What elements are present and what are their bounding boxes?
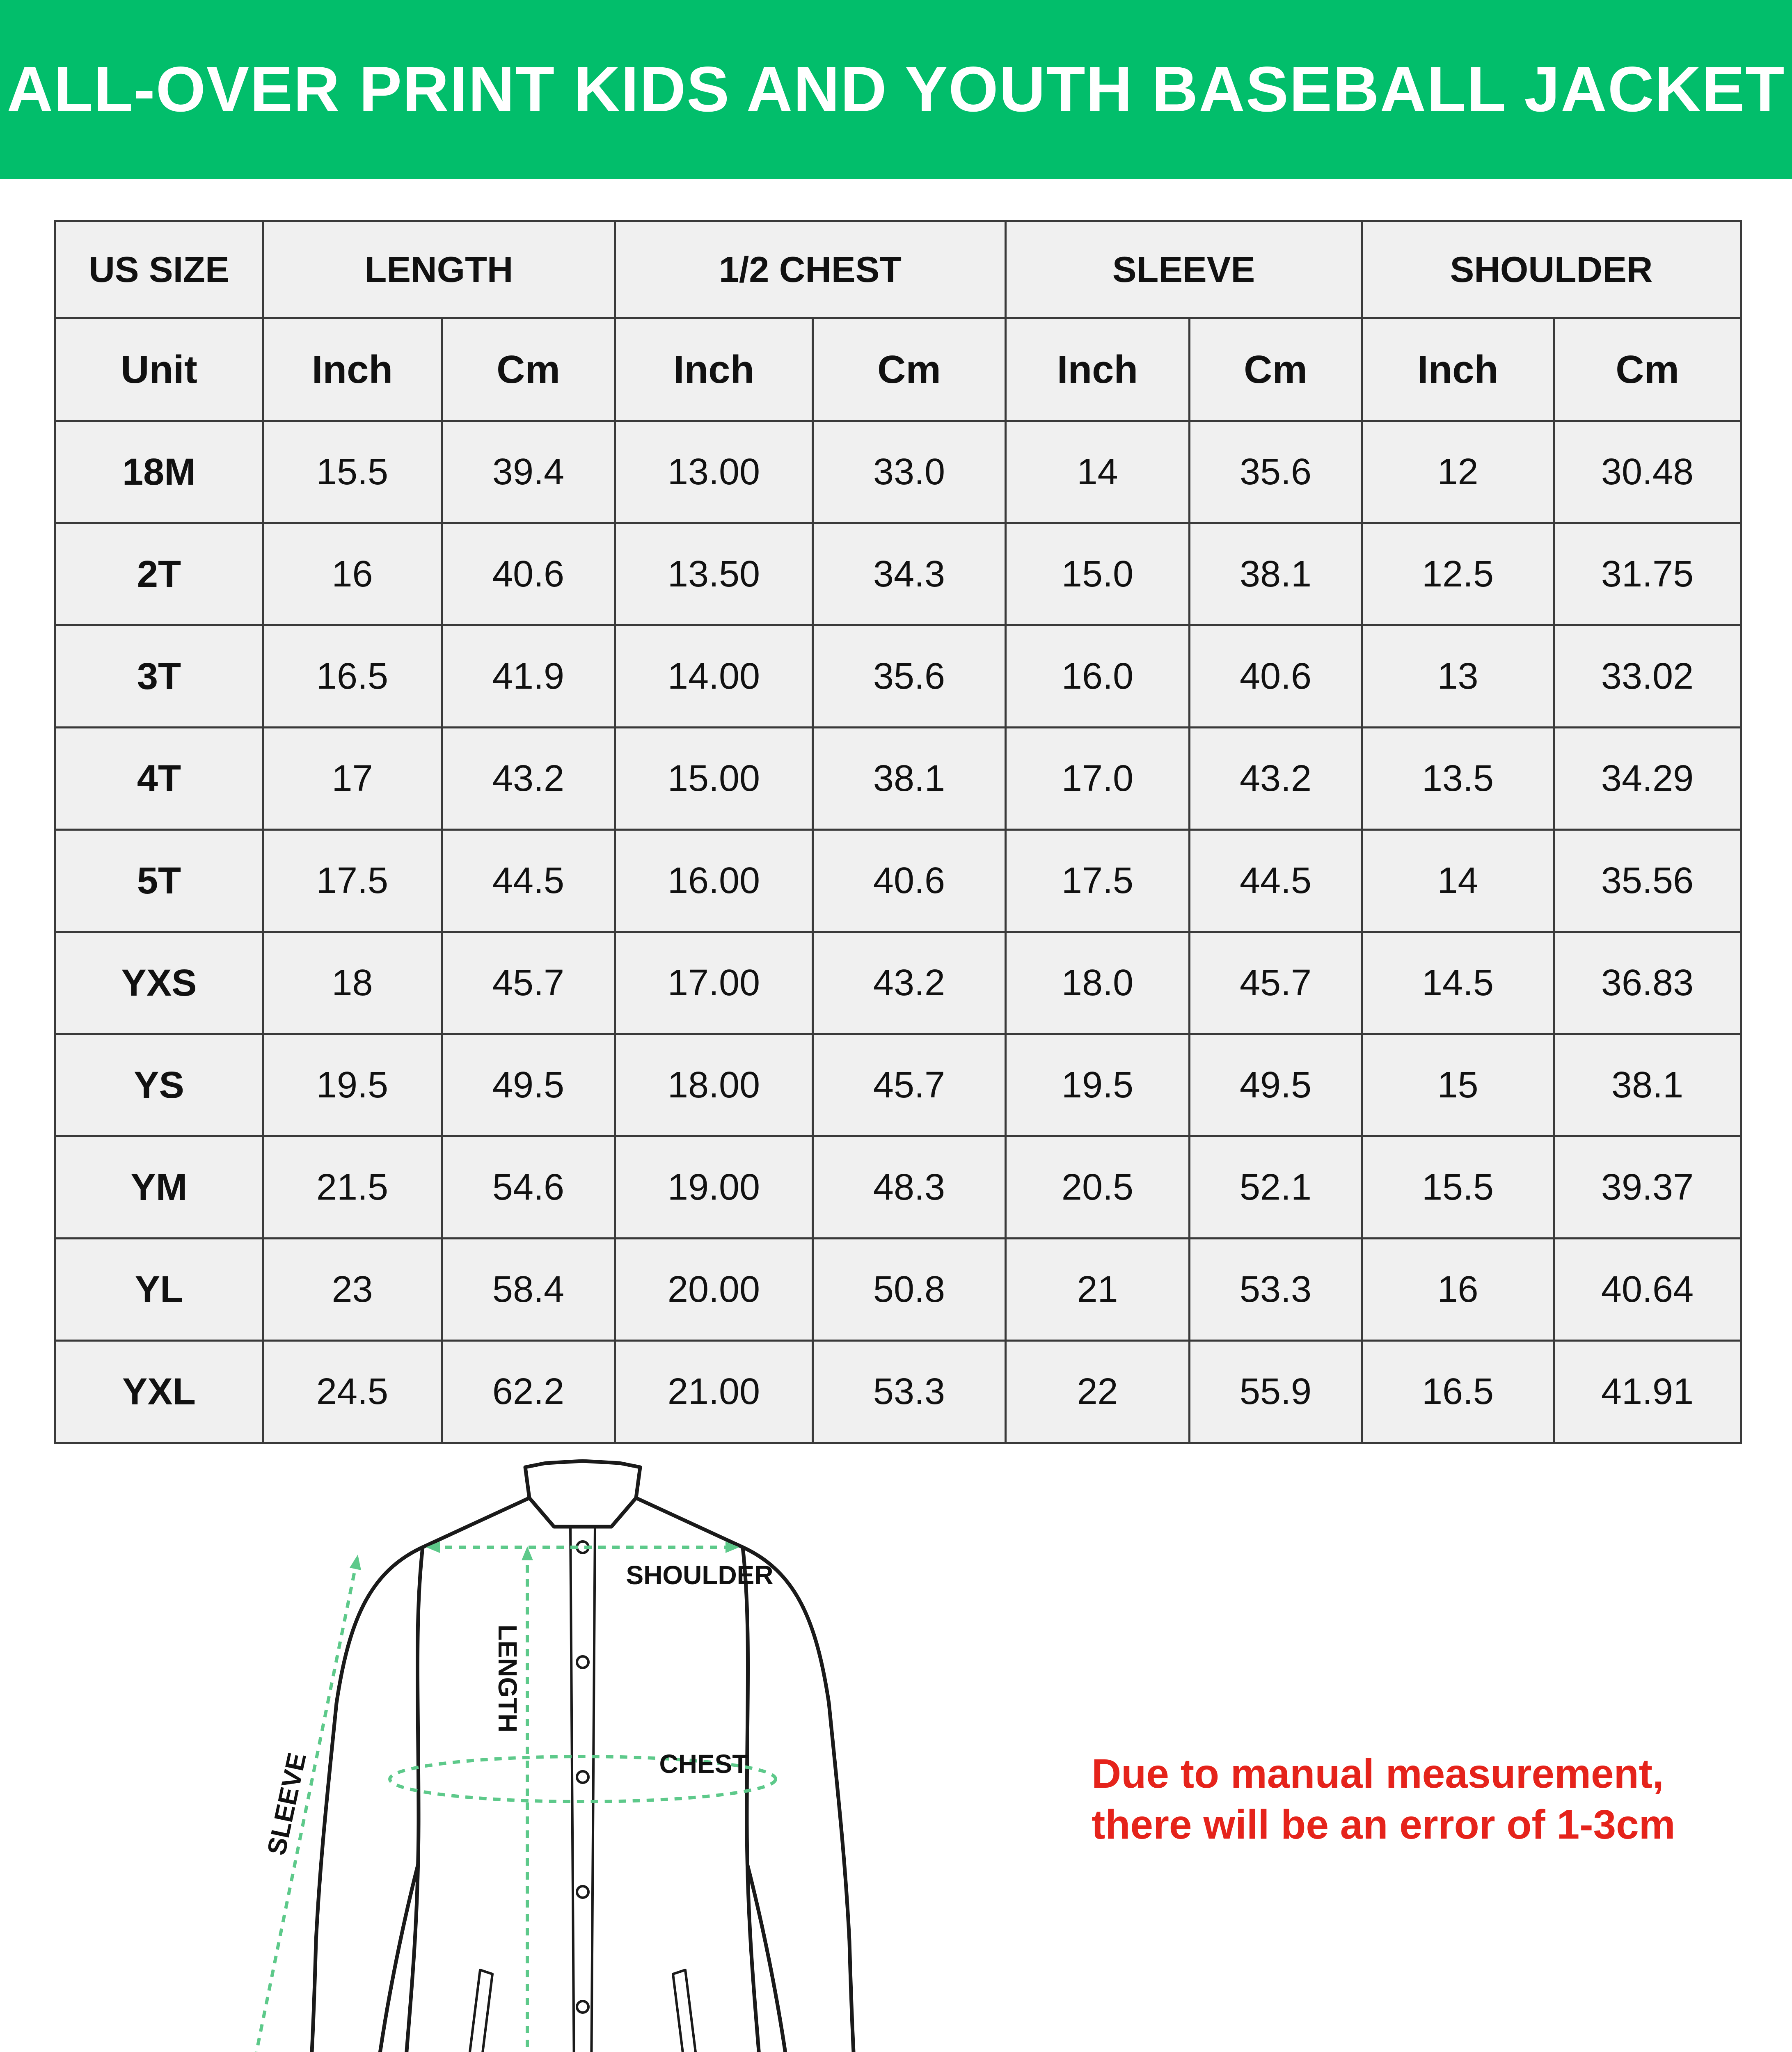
value-cell: 14.00 <box>615 625 813 728</box>
value-cell: 17.00 <box>615 932 813 1034</box>
value-cell: 15 <box>1362 1034 1554 1136</box>
value-cell: 55.9 <box>1190 1341 1362 1443</box>
value-cell: 16 <box>1362 1239 1554 1341</box>
size-cell: 2T <box>55 523 263 625</box>
value-cell: 34.3 <box>813 523 1006 625</box>
value-cell: 41.91 <box>1554 1341 1741 1443</box>
value-cell: 19.5 <box>263 1034 442 1136</box>
size-cell: 4T <box>55 728 263 830</box>
value-cell: 39.4 <box>442 421 615 523</box>
value-cell: 13.5 <box>1362 728 1554 830</box>
table-row <box>55 1034 1741 1136</box>
value-cell: 43.2 <box>442 728 615 830</box>
value-cell: 18.00 <box>615 1034 813 1136</box>
value-cell: 18 <box>263 932 442 1034</box>
value-cell: 31.75 <box>1554 523 1741 625</box>
value-cell: 16.0 <box>1006 625 1190 728</box>
value-cell: 21.00 <box>615 1341 813 1443</box>
value-cell: 13.50 <box>615 523 813 625</box>
value-cell: 13 <box>1362 625 1554 728</box>
value-cell: 54.6 <box>442 1136 615 1239</box>
unit-cell: Cm <box>1190 318 1362 421</box>
unit-cell: Cm <box>442 318 615 421</box>
value-cell: 14.5 <box>1362 932 1554 1034</box>
value-cell: 15.5 <box>263 421 442 523</box>
value-cell: 16 <box>263 523 442 625</box>
value-cell: 35.56 <box>1554 830 1741 932</box>
value-cell: 17.5 <box>263 830 442 932</box>
value-cell: 62.2 <box>442 1341 615 1443</box>
disclaimer-line: Due to manual measurement, <box>1092 1751 1664 1797</box>
unit-row <box>55 318 1741 421</box>
value-cell: 18.0 <box>1006 932 1190 1034</box>
chest-label: CHEST <box>659 1749 748 1779</box>
table-row <box>55 523 1741 625</box>
size-cell: 3T <box>55 625 263 728</box>
length-label: LENGTH <box>493 1624 522 1733</box>
snap-button <box>577 1656 588 1668</box>
table-row <box>55 728 1741 830</box>
value-cell: 20.00 <box>615 1239 813 1341</box>
value-cell: 15.0 <box>1006 523 1190 625</box>
value-cell: 52.1 <box>1190 1136 1362 1239</box>
size-cell: 18M <box>55 421 263 523</box>
value-cell: 12.5 <box>1362 523 1554 625</box>
unit-cell: Cm <box>1554 318 1741 421</box>
value-cell: 17.5 <box>1006 830 1190 932</box>
sleeve-label: SLEEVE <box>261 1750 312 1858</box>
table-row <box>55 625 1741 728</box>
header-shoulder: SHOULDER <box>1362 221 1741 318</box>
value-cell: 50.8 <box>813 1239 1006 1341</box>
header-sleeve: SLEEVE <box>1006 221 1362 318</box>
size-cell: 5T <box>55 830 263 932</box>
value-cell: 49.5 <box>1190 1034 1362 1136</box>
jacket-measurement-diagram <box>213 1449 964 2052</box>
disclaimer-line: there will be an error of 1-3cm <box>1092 1802 1675 1848</box>
value-cell: 44.5 <box>1190 830 1362 932</box>
value-cell: 24.5 <box>263 1341 442 1443</box>
snap-button <box>577 1886 588 1898</box>
value-cell: 30.48 <box>1554 421 1741 523</box>
size-cell: YL <box>55 1239 263 1341</box>
value-cell: 15.5 <box>1362 1136 1554 1239</box>
value-cell: 45.7 <box>1190 932 1362 1034</box>
value-cell: 13.00 <box>615 421 813 523</box>
value-cell: 43.2 <box>813 932 1006 1034</box>
value-cell: 17.0 <box>1006 728 1190 830</box>
value-cell: 33.02 <box>1554 625 1741 728</box>
value-cell: 33.0 <box>813 421 1006 523</box>
unit-label: Unit <box>55 318 263 421</box>
value-cell: 49.5 <box>442 1034 615 1136</box>
value-cell: 22 <box>1006 1341 1190 1443</box>
table-row <box>55 1136 1741 1239</box>
table-row <box>55 1239 1741 1341</box>
value-cell: 12 <box>1362 421 1554 523</box>
value-cell: 40.6 <box>813 830 1006 932</box>
table-row <box>55 830 1741 932</box>
value-cell: 15.00 <box>615 728 813 830</box>
value-cell: 16.00 <box>615 830 813 932</box>
unit-cell: Inch <box>1006 318 1190 421</box>
shoulder-label: SHOULDER <box>626 1560 774 1590</box>
unit-cell: Cm <box>813 318 1006 421</box>
value-cell: 38.1 <box>1190 523 1362 625</box>
value-cell: 19.5 <box>1006 1034 1190 1136</box>
size-cell: YXS <box>55 932 263 1034</box>
table-row <box>55 421 1741 523</box>
value-cell: 35.6 <box>813 625 1006 728</box>
value-cell: 16.5 <box>263 625 442 728</box>
value-cell: 20.5 <box>1006 1136 1190 1239</box>
value-cell: 16.5 <box>1362 1341 1554 1443</box>
value-cell: 17 <box>263 728 442 830</box>
page-title: ALL-OVER PRINT KIDS AND YOUTH BASEBALL JACKET <box>7 54 1785 125</box>
measurement-disclaimer <box>1092 1748 1748 1850</box>
value-cell: 38.1 <box>813 728 1006 830</box>
value-cell: 21.5 <box>263 1136 442 1239</box>
value-cell: 44.5 <box>442 830 615 932</box>
value-cell: 21 <box>1006 1239 1190 1341</box>
value-cell: 40.6 <box>1190 625 1362 728</box>
size-cell: YS <box>55 1034 263 1136</box>
unit-cell: Inch <box>615 318 813 421</box>
header-us-size: US SIZE <box>55 221 263 318</box>
value-cell: 40.64 <box>1554 1239 1741 1341</box>
value-cell: 39.37 <box>1554 1136 1741 1239</box>
value-cell: 14 <box>1006 421 1190 523</box>
value-cell: 35.6 <box>1190 421 1362 523</box>
value-cell: 53.3 <box>813 1341 1006 1443</box>
value-cell: 36.83 <box>1554 932 1741 1034</box>
value-cell: 41.9 <box>442 625 615 728</box>
value-cell: 58.4 <box>442 1239 615 1341</box>
unit-cell: Inch <box>263 318 442 421</box>
size-cell: YXL <box>55 1341 263 1443</box>
header-half-chest: 1/2 CHEST <box>615 221 1006 318</box>
value-cell: 40.6 <box>442 523 615 625</box>
value-cell: 19.00 <box>615 1136 813 1239</box>
value-cell: 43.2 <box>1190 728 1362 830</box>
size-cell: YM <box>55 1136 263 1239</box>
value-cell: 45.7 <box>813 1034 1006 1136</box>
snap-button <box>577 1771 588 1783</box>
header-row <box>55 221 1741 318</box>
table-row <box>55 932 1741 1034</box>
value-cell: 48.3 <box>813 1136 1006 1239</box>
header-length: LENGTH <box>263 221 615 318</box>
arrowhead <box>350 1555 361 1570</box>
snap-button <box>577 2001 588 2013</box>
value-cell: 45.7 <box>442 932 615 1034</box>
value-cell: 34.29 <box>1554 728 1741 830</box>
value-cell: 23 <box>263 1239 442 1341</box>
unit-cell: Inch <box>1362 318 1554 421</box>
size-chart-table <box>54 220 1742 1444</box>
table-row <box>55 1341 1741 1443</box>
value-cell: 14 <box>1362 830 1554 932</box>
value-cell: 53.3 <box>1190 1239 1362 1341</box>
value-cell: 38.1 <box>1554 1034 1741 1136</box>
